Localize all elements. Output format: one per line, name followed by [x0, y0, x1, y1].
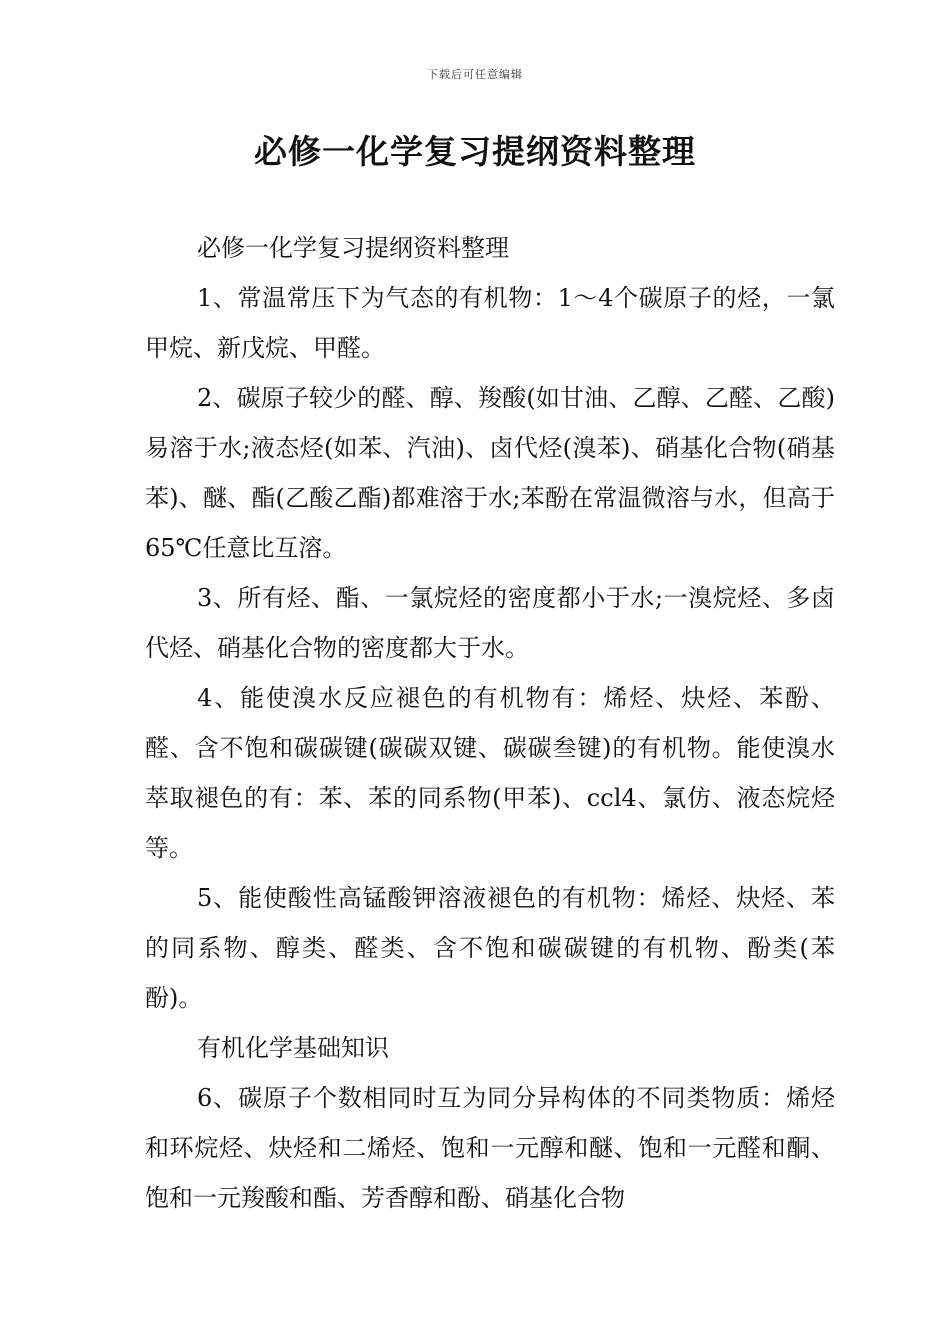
paragraph-subtitle: 必修一化学复习提纲资料整理 [197, 234, 509, 262]
document-title: 必修一化学复习提纲资料整理 [254, 132, 696, 171]
paragraph-5: 5、能使酸性高锰酸钾溶液褪色的有机物：烯烃、炔烃、苯的同系物、醇类、醛类、含不饱和碳碳键的有机物、酚类(苯酚)。 [145, 884, 835, 1012]
paragraph-3: 3、所有烃、酯、一氯烷烃的密度都小于水;一溴烷烃、多卤代烃、硝基化合物的密度都大于水。 [145, 584, 835, 662]
paragraph-1: 1、常温常压下为气态的有机物：1～4个碳原子的烃，一氯甲烷、新戊烷、甲醛。 [145, 284, 835, 362]
document-body [145, 223, 835, 1223]
header-note: 下载后可任意编辑 [427, 68, 523, 81]
paragraph-6: 6、碳原子个数相同时互为同分异构体的不同类物质：烯烃和环烷烃、炔烃和二烯烃、饱和一元醇和醚、饱和一元醛和酮、饱和一元羧酸和酯、芳香醇和酚、硝基化合物 [145, 1084, 835, 1212]
paragraph-2: 2、碳原子较少的醛、醇、羧酸(如甘油、乙醇、乙醛、乙酸)易溶于水;液态烃(如苯、汽油)、卤代烃(溴苯)、硝基化合物(硝基苯)、醚、酯(乙酸乙酯)都难溶于水;苯酚在常温微溶与水，但高于65℃任意比互溶。 [145, 384, 835, 562]
paragraph-4: 4、能使溴水反应褪色的有机物有：烯烃、炔烃、苯酚、醛、含不饱和碳碳键(碳碳双键、碳碳叁键)的有机物。能使溴水萃取褪色的有：苯、苯的同系物(甲苯)、ccl4、氯仿、液态烷烃等。 [145, 684, 835, 862]
paragraph-section-heading: 有机化学基础知识 [197, 1034, 389, 1062]
